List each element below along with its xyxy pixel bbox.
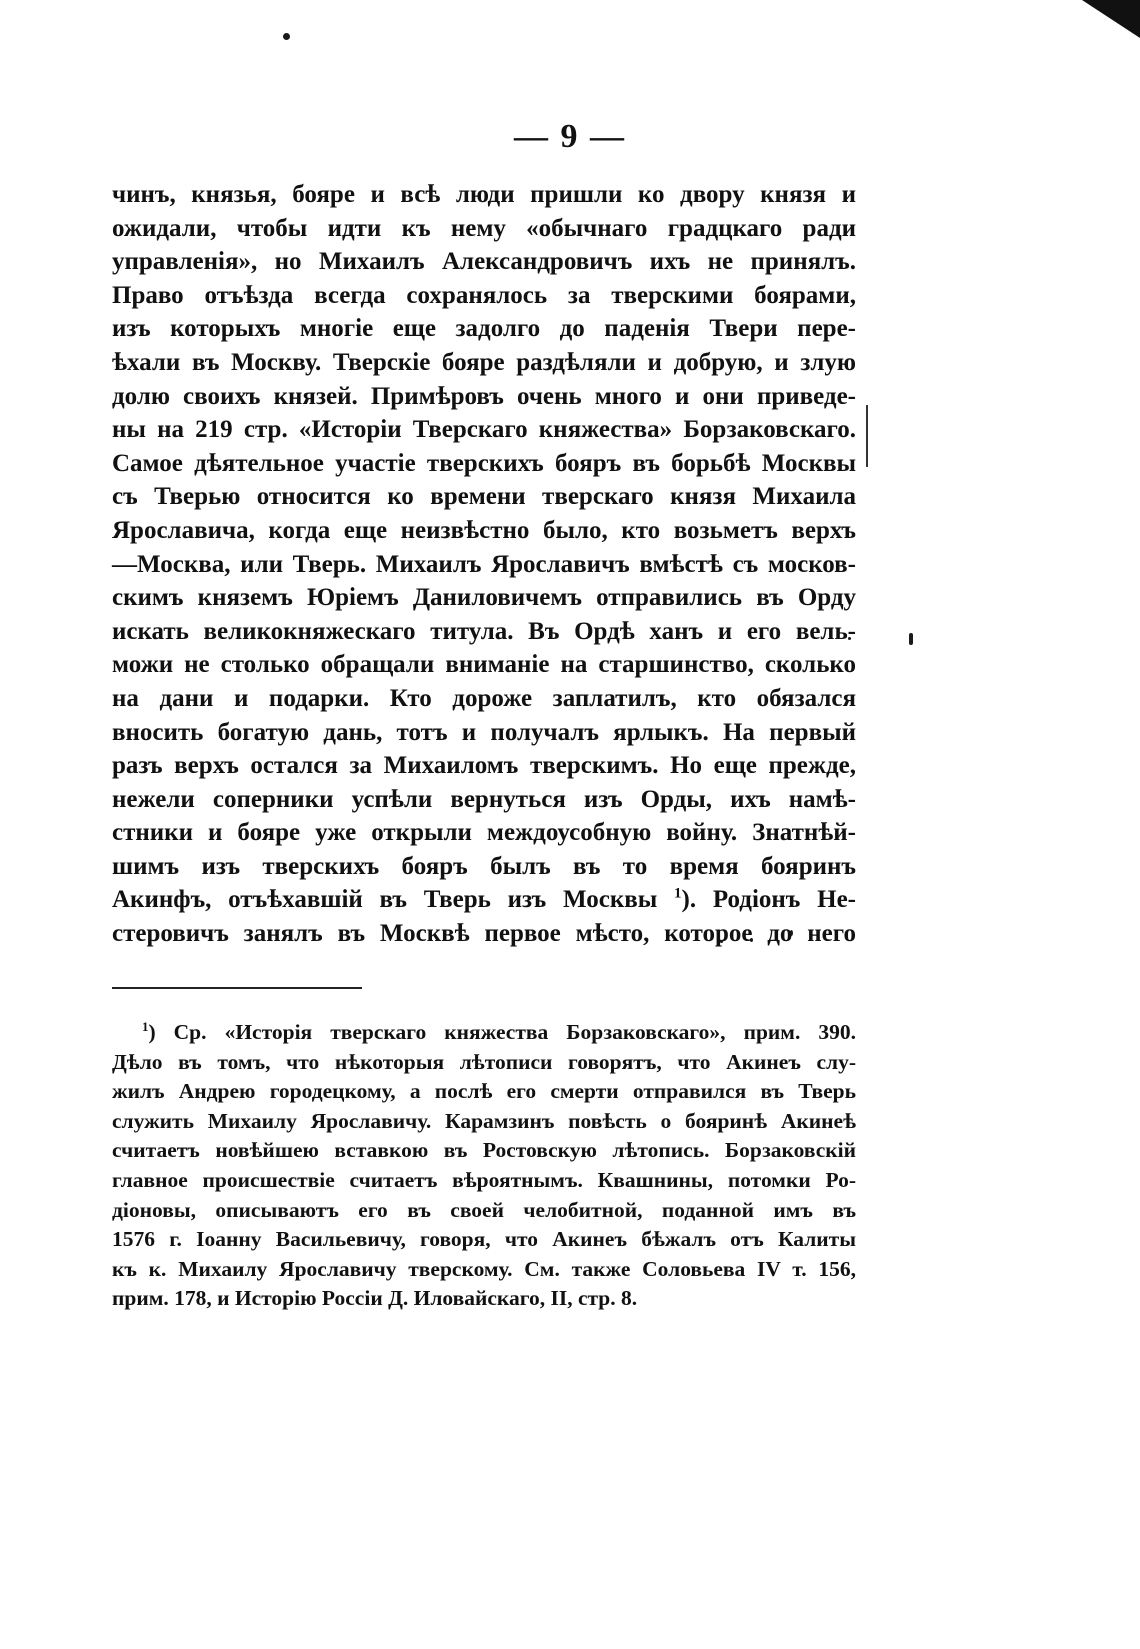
footnote-line	[112, 1018, 856, 1048]
text-line: долю своихъ князей. Примѣровъ очень много и они приведе-	[112, 382, 856, 410]
text-line: искать великокняжескаго титула. Въ Ордѣ ханъ и его вель-	[112, 617, 856, 645]
scan-speck	[283, 33, 290, 40]
footnote-line: считаетъ новѣйшею вставкою въ Ростовскую лѣтопись. Борзаковскій	[112, 1138, 856, 1163]
text-segment: Акинфъ, отъѣхавшій въ Тверь изъ Москвы	[112, 886, 658, 914]
text-line: нежели соперники успѣли вернуться изъ Орды, ихъ намѣ-	[112, 785, 856, 813]
footnote-line: къ к. Михаилу Ярославичу тверскому. См. также Соловьева IV т. 156,	[112, 1256, 856, 1281]
text-line: на дани и подарки. Кто дороже заплатилъ, кто обязался	[112, 684, 856, 712]
footnote-line: Дѣло въ томъ, что нѣкоторыя лѣтописи говорятъ, что Акинеъ слу-	[112, 1049, 856, 1074]
footnote-divider	[112, 987, 362, 989]
corner-fold-mark	[1082, 0, 1140, 40]
text-line: разъ верхъ остался за Михаиломъ тверскимъ. Но еще прежде,	[112, 752, 856, 780]
text-line: Ярославича, когда еще неизвѣстно было, кто возьметъ верхъ	[112, 516, 856, 544]
footnote-line: прим. 178, и Исторію Россіи Д. Иловайскаго, II, стр. 8.	[112, 1286, 638, 1311]
text-line: съ Тверью относится ко времени тверскаго князя Михаила	[112, 483, 856, 511]
text-line: стники и бояре уже открыли междоусобную войну. Знатнѣй-	[112, 819, 856, 847]
text-line: вносить богатую дань, тотъ и получалъ ярлыкъ. На первый	[112, 718, 856, 746]
text-line: скимъ княземъ Юріемъ Даниловичемъ отправились въ Орду	[112, 584, 856, 612]
footnote-marker: 1	[142, 1019, 149, 1034]
footnote-line: главное происшествіе считаетъ вѣроятнымъ. Квашнины, потомки Ро-	[112, 1167, 856, 1192]
footnote-line: діоновы, описываютъ его въ своей челобитной, поданной имъ въ	[112, 1197, 856, 1222]
text-segment: ) Ср. «Исторія тверскаго княжества Борзаковскаго», прим. 390.	[148, 1020, 856, 1044]
text-line: Самое дѣятельное участіе тверскихъ бояръ въ борьбѣ Москвы	[112, 449, 856, 477]
text-line: ожидали, чтобы идти къ нему «обычнаго градцкаго ради	[112, 214, 856, 242]
text-line: ѣхали въ Москву. Тверскіе бояре раздѣляли и добрую, и злую	[112, 348, 856, 376]
main-text	[112, 178, 856, 951]
footnote-line: жилъ Андрею городецкому, а послѣ его смерти отправился въ Тверь	[112, 1079, 856, 1104]
text-line-with-footnote-ref	[112, 883, 856, 917]
text-line: —Москва, или Тверь. Михаилъ Ярославичъ вмѣстѣ съ москов-	[112, 550, 856, 578]
footnote-line: 1576 г. Іоанну Васильевичу, говоря, что Акинеъ бѣжалъ отъ Калиты	[112, 1227, 856, 1252]
text-line: шимъ изъ тверскихъ бояръ былъ въ то время бояринъ	[112, 852, 856, 880]
text-line: изъ которыхъ многіе еще задолго до паденія Твери пере-	[112, 315, 856, 343]
page-number: — 9 —	[514, 118, 626, 155]
footnote-line: служить Михаилу Ярославичу. Карамзинъ повѣсть о бояринѣ Акинеѣ	[112, 1108, 856, 1133]
text-line: управленія», но Михаилъ Александровичъ ихъ не принялъ.	[112, 248, 856, 276]
text-line: можи не столько обращали вниманіе на старшинство, сколько	[112, 651, 856, 679]
text-line: ны на 219 стр. «Исторіи Тверскаго княжества» Борзаковскаго.	[112, 416, 856, 444]
text-segment: ). Родіонъ Не-	[681, 886, 856, 914]
text-line: чинъ, князья, бояре и всѣ люди пришли ко двору князя и	[112, 181, 856, 208]
text-line: стеровичъ занялъ въ Москвѣ первое мѣсто, которое до него	[112, 920, 856, 948]
footnote	[112, 1018, 856, 1314]
margin-mark	[866, 405, 868, 467]
text-line: Право отъѣзда всегда сохранялось за тверскими боярами,	[112, 281, 856, 309]
footnote-reference[interactable]: 1	[674, 886, 682, 903]
scan-speck	[909, 633, 913, 645]
